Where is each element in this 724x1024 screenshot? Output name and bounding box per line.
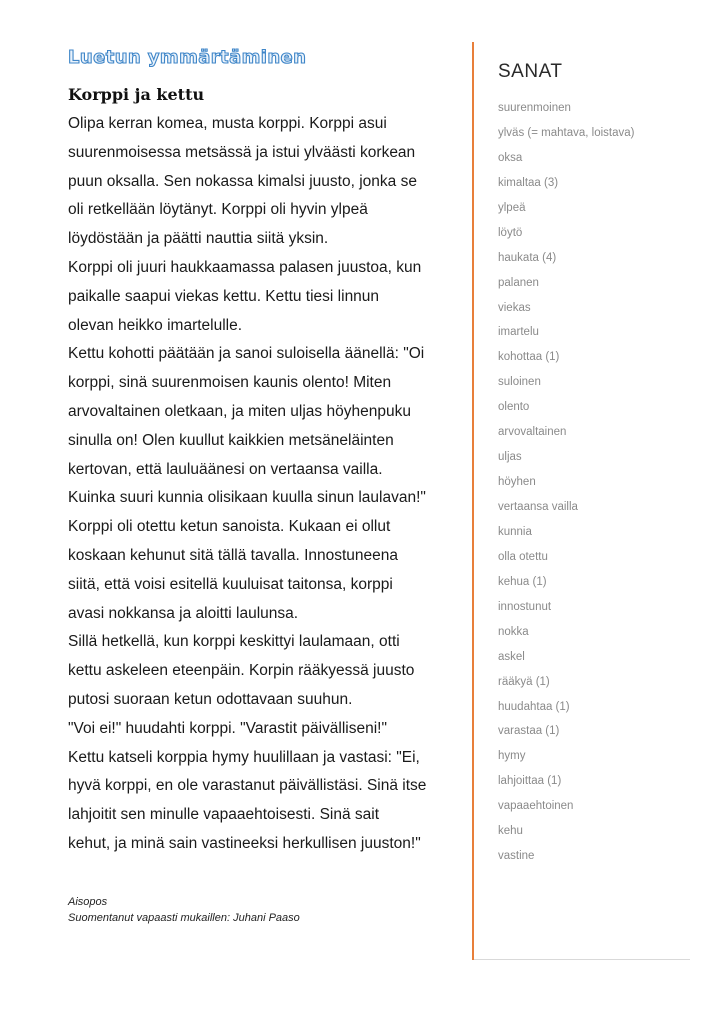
vocabulary-word: uljas bbox=[498, 451, 522, 464]
vocabulary-word: imartelu bbox=[498, 326, 539, 339]
vocabulary-word: rääkyä (1) bbox=[498, 675, 550, 688]
story-line: kertovan, että lauluäänesi on vertaansa vailla. bbox=[68, 460, 383, 478]
vocabulary-word: ylväs (= mahtava, loistava) bbox=[498, 126, 635, 139]
author-credit: Aisopos bbox=[68, 896, 108, 908]
story-line: paikalle saapui viekas kettu. Kettu tiesi linnun bbox=[68, 287, 380, 305]
vocabulary-word: palanen bbox=[498, 276, 539, 289]
story-line: Kettu kohotti päätään ja sanoi suloisella äänellä: "Oi bbox=[68, 345, 425, 363]
vocabulary-word: oksa bbox=[498, 151, 523, 164]
story-line: putosi suoraan ketun odottavaan suuhun. bbox=[68, 690, 353, 708]
story-line: koskaan kehunut sitä tällä tavalla. Innostuneena bbox=[68, 546, 399, 564]
vocabulary-word: varastaa (1) bbox=[498, 725, 560, 738]
story-line: Olipa kerran komea, musta korppi. Korppi asui bbox=[68, 115, 387, 132]
story-line: Sillä hetkellä, kun korppi keskittyi laulamaan, otti bbox=[68, 633, 400, 651]
vocabulary-word: olla otettu bbox=[498, 550, 548, 563]
translator-credit: Suomentanut vapaasti mukaillen: Juhani Paaso bbox=[68, 912, 300, 924]
story-line: Kettu katseli korppia hymy huulillaan ja vastasi: "Ei, bbox=[68, 748, 420, 766]
vocabulary-word: olento bbox=[498, 401, 530, 414]
vocabulary-word: vertaansa vailla bbox=[498, 501, 578, 513]
story-line: puun oksalla. Sen nokassa kimalsi juusto, jonka se bbox=[68, 172, 417, 190]
vocabulary-word: suloinen bbox=[498, 376, 541, 389]
story-line: suurenmoisessa metsässä ja istui ylväästi korkean bbox=[68, 143, 416, 161]
story-line: hyvä korppi, en ole varastanut päivällistäsi. Sinä itse bbox=[68, 777, 427, 795]
story-line: kettu askeleen eteenpäin. Korpin rääkyessä juusto bbox=[68, 662, 415, 680]
vocabulary-word: lahjoittaa (1) bbox=[498, 775, 562, 788]
sidebar-title: SANAT bbox=[498, 61, 563, 82]
story-line: löydöstään ja päätti nauttia siitä yksin. bbox=[68, 230, 329, 248]
vocabulary-word: arvovaltainen bbox=[498, 426, 567, 439]
vocabulary-word: kimaltaa (3) bbox=[498, 176, 559, 189]
story-line: kehut, ja minä sain vastineeksi herkullisen juuston!" bbox=[68, 834, 421, 852]
vocabulary-word: haukata (4) bbox=[498, 251, 557, 264]
story-line: Korppi oli juuri haukkaamassa palasen juustoa, kun bbox=[68, 258, 422, 276]
sidebar-bottom-rule bbox=[474, 959, 690, 960]
story-line: siitä, että voisi esitellä kuuluisat taitonsa, korppi bbox=[68, 575, 393, 593]
story-line: "Voi ei!" huudahti korppi. "Varastit päivälliseni!" bbox=[68, 719, 387, 737]
word-list bbox=[498, 96, 634, 869]
vocabulary-word: suurenmoinen bbox=[498, 102, 571, 114]
vocabulary-word: innostunut bbox=[498, 600, 552, 613]
vocabulary-word: hymy bbox=[498, 750, 526, 763]
story-line: Kuinka suuri kunnia olisikaan kuulla sinun laulavan!" bbox=[68, 489, 426, 507]
credits bbox=[68, 894, 300, 926]
story-line: avasi nokkansa ja aloitti laulunsa. bbox=[68, 604, 299, 622]
story-line: sinulla on! Olen kuullut kaikkien metsäneläinten bbox=[68, 431, 394, 449]
vocabulary-word: huudahtaa (1) bbox=[498, 700, 570, 713]
vocabulary-word: viekas bbox=[498, 301, 531, 314]
vocabulary-word: kunnia bbox=[498, 525, 532, 538]
vocabulary-word: löytö bbox=[498, 226, 523, 239]
story-line: korppi, sinä suurenmoisen kaunis olento! Miten bbox=[68, 374, 392, 392]
story-title: Korppi ja kettu bbox=[68, 85, 205, 104]
vocabulary-word: nokka bbox=[498, 625, 529, 638]
vocabulary-word: askel bbox=[498, 650, 525, 663]
main-content bbox=[68, 46, 468, 859]
page-heading: Luetun ymmärtäminen bbox=[68, 47, 307, 68]
vocabulary-word: höyhen bbox=[498, 476, 536, 489]
story-line: Korppi oli otettu ketun sanoista. Kukaan ei ollut bbox=[68, 518, 391, 536]
vocabulary-word: vapaaehtoinen bbox=[498, 800, 574, 813]
vocabulary-word: kehua (1) bbox=[498, 575, 547, 588]
sidebar-divider bbox=[472, 42, 474, 960]
vocabulary-word: ylpeä bbox=[498, 201, 526, 214]
story-line: lahjoitit sen minulle vapaaehtoisesti. Sinä sait bbox=[68, 806, 380, 824]
story-line: arvovaltainen oletkaan, ja miten uljas höyhenpuku bbox=[68, 402, 411, 420]
vocabulary-word: vastine bbox=[498, 850, 535, 863]
vocabulary-word: kehu bbox=[498, 825, 523, 838]
story-text bbox=[68, 110, 468, 859]
vocabulary-sidebar bbox=[498, 60, 634, 869]
vocabulary-word: kohottaa (1) bbox=[498, 351, 560, 364]
story-line: olevan heikko imartelulle. bbox=[68, 316, 243, 334]
story-line: oli retkellään löytänyt. Korppi oli hyvin ylpeä bbox=[68, 201, 368, 219]
